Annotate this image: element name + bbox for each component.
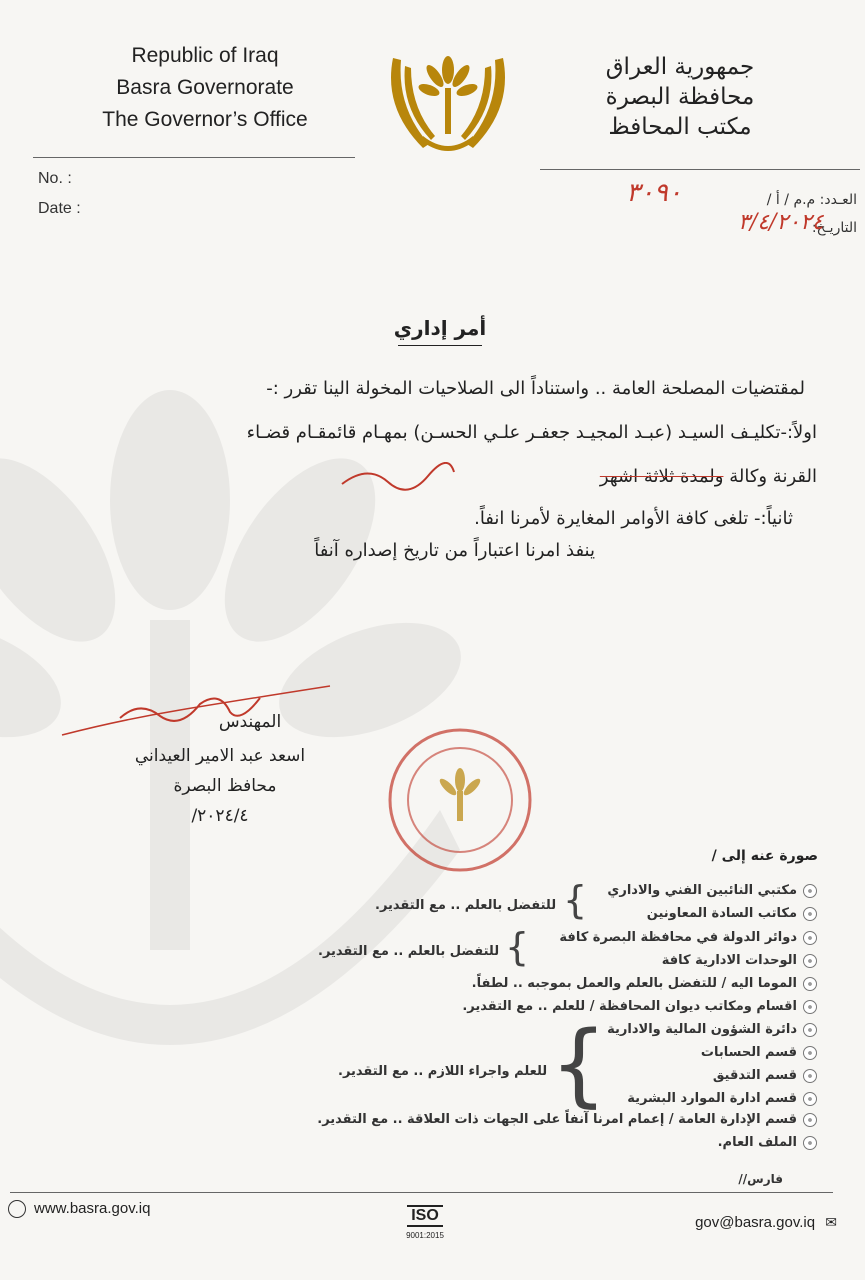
header-ar-line: جمهورية العراق	[605, 54, 755, 80]
bullet-icon	[803, 1136, 817, 1150]
list-item-text: الوحدات الادارية كافة	[661, 953, 797, 968]
bullet-icon	[803, 954, 817, 968]
side-note: للتفضل بالعلم .. مع التقدير.	[318, 944, 500, 959]
bullet-icon	[803, 907, 817, 921]
side-note: للعلم واجراء اللازم .. مع التقدير.	[338, 1064, 548, 1079]
bullet-icon	[803, 1113, 817, 1127]
side-note: للتفضل بالعلم .. مع التقدير.	[375, 898, 557, 913]
body-effect: ينفذ امرنا اعتباراً من تاريخ إصداره آنفاً	[314, 540, 595, 561]
bullet-icon	[803, 1023, 817, 1037]
list-item-text: مكاتب السادة المعاونين	[646, 906, 797, 921]
list-item-text: قسم الحسابات	[700, 1045, 797, 1060]
list-item	[627, 1091, 817, 1106]
globe-icon	[8, 1200, 26, 1218]
title-underline	[398, 345, 482, 346]
brace-icon: {	[550, 1012, 608, 1117]
list-item	[559, 930, 817, 945]
body-first-clause: اولاً:-تكليـف السيـد (عبـد المجيـد جعفـر علـي الحسـن) بمهـام قائمقـام قضـاء	[246, 422, 817, 443]
footer-email	[695, 1214, 837, 1231]
no-label: No. :	[38, 170, 72, 187]
envelope-icon: ✉	[825, 1214, 837, 1230]
list-item	[713, 1068, 817, 1083]
iso-code: 9001:2015	[406, 1231, 444, 1240]
bullet-icon	[803, 931, 817, 945]
basra-emblem-logo	[383, 48, 513, 158]
list-item-text: قسم الإدارة العامة / إعمام امرنا آنفاً على الجهات ذات العلاقة .. مع التقدير.	[317, 1112, 797, 1127]
handwritten-date: ٣/٤/٢٠٢٤	[738, 210, 824, 235]
email-text: gov@basra.gov.iq	[695, 1214, 816, 1231]
header-en-line: Republic of Iraq	[131, 44, 279, 67]
list-item	[647, 906, 817, 921]
brace-icon: {	[563, 878, 588, 922]
header-en-line: Basra Governorate	[116, 76, 294, 99]
bullet-icon	[803, 1069, 817, 1083]
list-item-text: اقسام ومكاتب ديوان المحافظة / للعلم .. مع التقدير.	[462, 999, 797, 1014]
list-item	[607, 883, 817, 898]
ar-date-label: التاريـخ:	[811, 220, 857, 236]
list-item	[662, 953, 817, 968]
official-stamp	[385, 725, 535, 875]
list-item	[462, 999, 817, 1014]
list-item-text: الملف العام.	[717, 1135, 797, 1150]
list-item-text: مكتبي النائبين الفني والاداري	[607, 883, 797, 898]
footer-website	[8, 1200, 150, 1218]
handwritten-number: ٣٠٩٠	[626, 178, 682, 208]
signatory-name: اسعد عبد الامير العيداني	[134, 746, 306, 766]
list-item	[472, 976, 817, 991]
handwritten-correction	[338, 462, 458, 496]
signatory-title: المهندس	[218, 712, 282, 732]
bullet-icon	[803, 1000, 817, 1014]
list-item-text: دائرة الشؤون المالية والادارية	[607, 1022, 797, 1037]
list-item-text: قسم التدقيق	[712, 1068, 797, 1083]
ar-no-label: العـدد: م.م / أ /	[766, 192, 857, 208]
header-ar-line: محافظة البصرة	[605, 84, 755, 110]
bullet-icon	[803, 1046, 817, 1060]
bullet-icon	[803, 977, 817, 991]
header-arabic	[550, 52, 810, 142]
body-second-clause: ثانياً:- تلغى كافة الأوامر المغايرة لأمرنا انفاً.	[474, 508, 793, 529]
header-english	[60, 40, 350, 136]
body-first-clause-end: القرنة وكالة	[729, 466, 817, 487]
website-text: www.basra.gov.iq	[34, 1200, 151, 1217]
bullet-icon	[803, 1092, 817, 1106]
copy-to-title: صورة عنه إلى /	[711, 848, 818, 864]
bullet-icon	[803, 884, 817, 898]
list-item	[701, 1045, 817, 1060]
signatory-position: محافظ البصرة	[173, 776, 277, 796]
date-label: Date :	[38, 200, 81, 217]
list-item-text: دوائر الدولة في محافظة البصرة كافة	[559, 930, 797, 945]
struck-text: ولمدة ثلاثة اشهر	[599, 466, 724, 487]
header-divider-right	[540, 169, 860, 170]
list-item	[607, 1022, 817, 1037]
brace-icon: {	[505, 925, 530, 969]
list-item-text: الموما اليه / للتفضل بالعلم والعمل بموجبه .. لطفاً.	[471, 976, 797, 991]
header-divider-left	[33, 157, 355, 158]
footer-divider	[10, 1192, 833, 1193]
body-first-clause-cont	[600, 466, 817, 487]
typist-initials: فارس//	[738, 1172, 783, 1186]
list-item	[718, 1135, 817, 1150]
iso-badge	[395, 1205, 455, 1240]
body-intro: لمقتضيات المصلحة العامة .. واستناداً الى الصلاحيات المخولة الينا تقرر :-	[266, 378, 805, 399]
header-en-line: The Governor’s Office	[102, 108, 308, 131]
document-title: أمر إداري	[393, 316, 487, 340]
header-ar-line: مكتب المحافظ	[608, 114, 752, 140]
list-item-text: قسم ادارة الموارد البشرية	[627, 1091, 797, 1106]
iso-label: ISO	[407, 1205, 443, 1227]
signature-date: ٢٠٢٤/٤/	[191, 806, 249, 826]
